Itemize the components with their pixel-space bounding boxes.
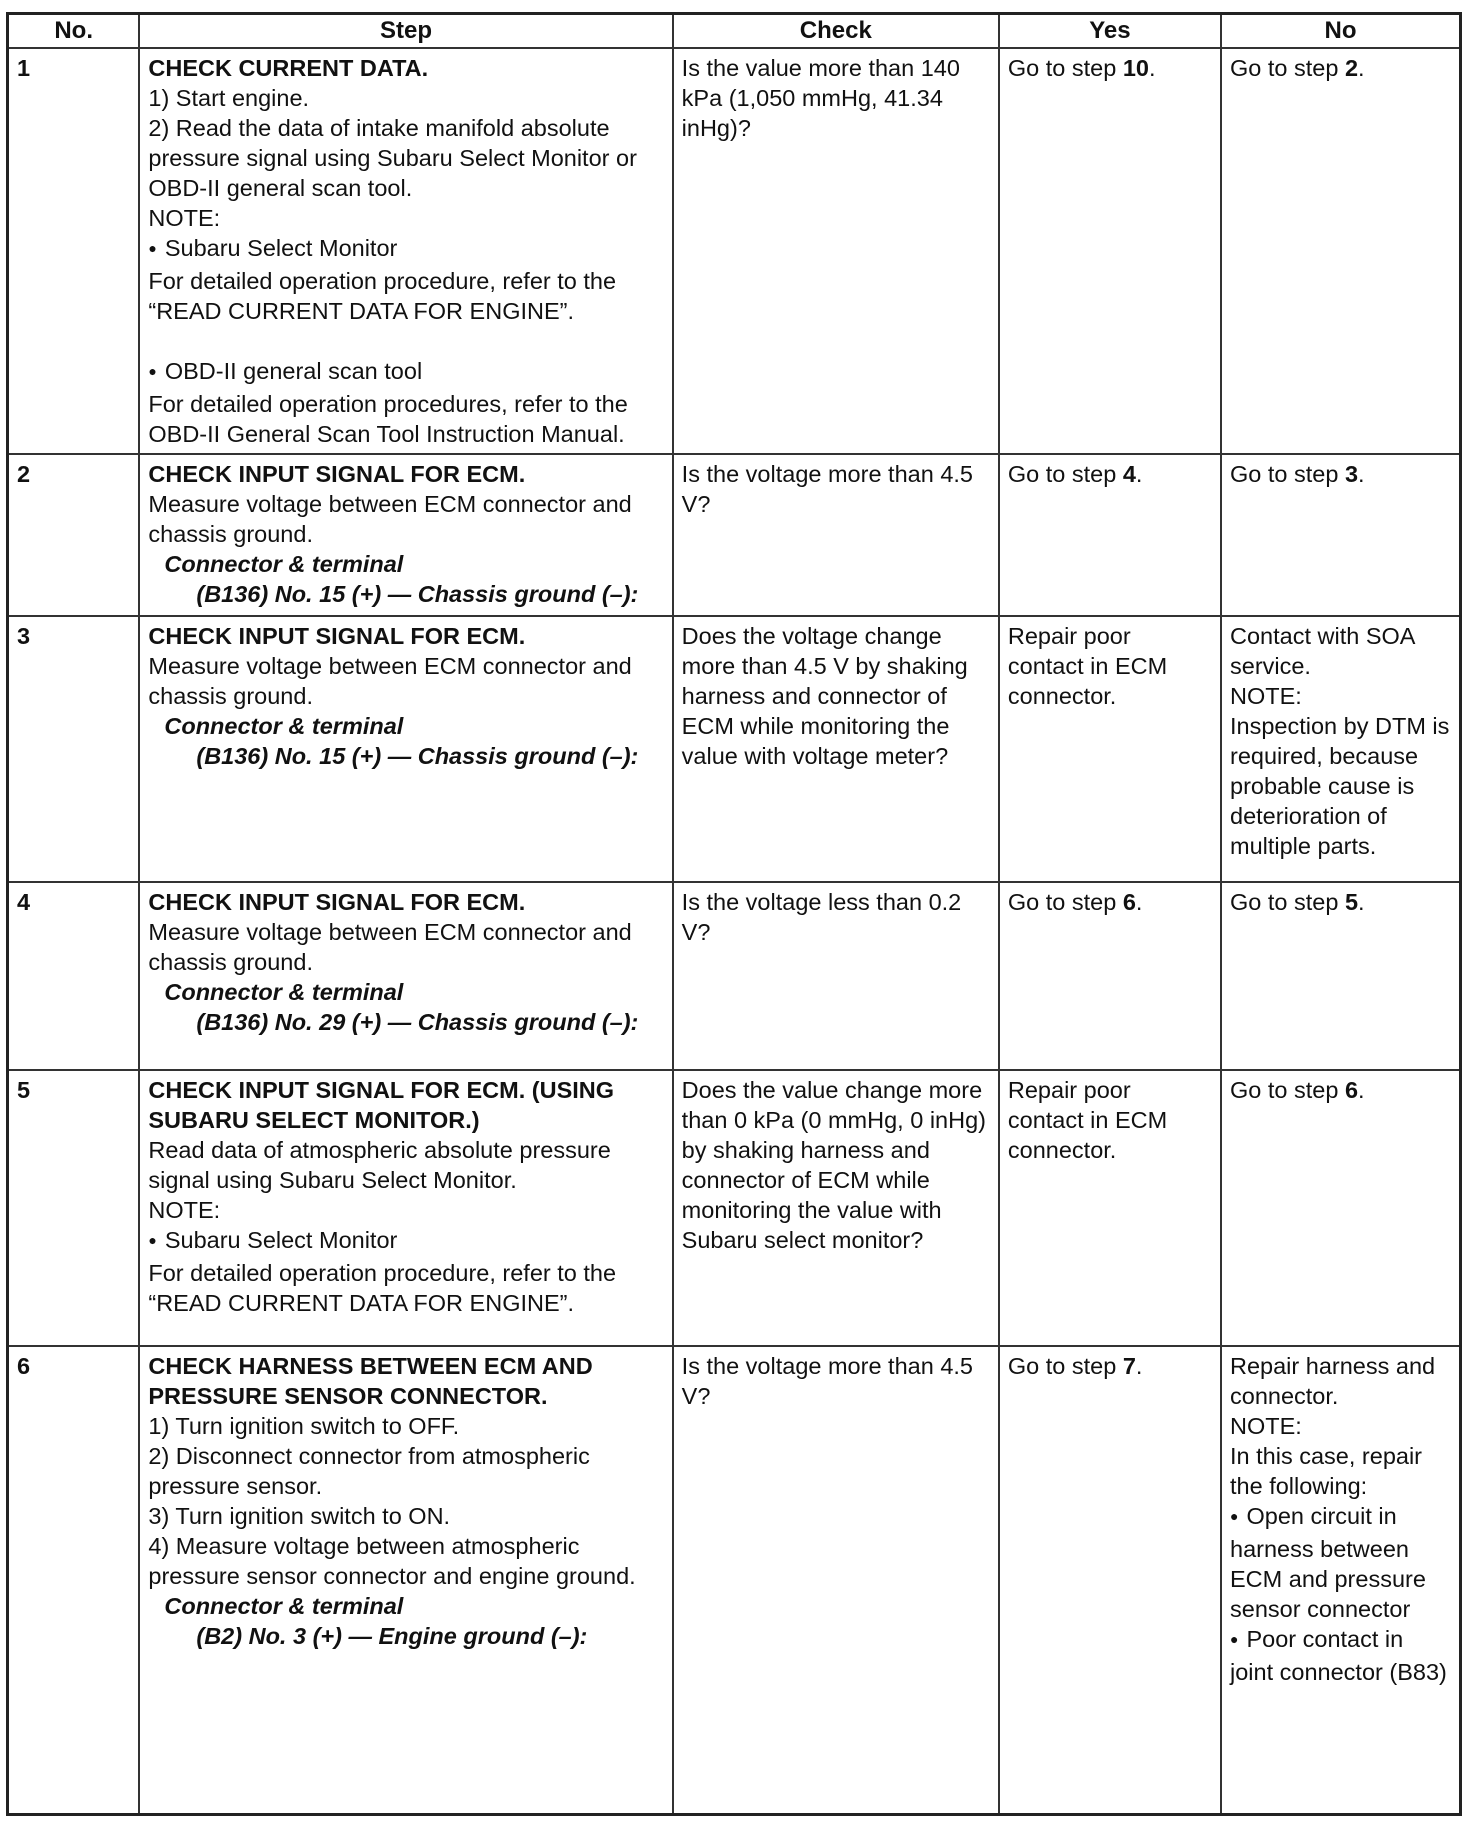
check-cell: Is the voltage less than 0.2 V? (673, 882, 999, 1070)
step-number: 6 (8, 1346, 140, 1815)
step-line: Measure voltage between ECM connector and chassis ground. (148, 653, 632, 709)
no-cell: Go to step 2. (1221, 48, 1461, 454)
step-number: 3 (8, 616, 140, 882)
step-number: 4 (8, 882, 140, 1070)
header-row (8, 14, 1461, 49)
no-cell: Go to step 3. (1221, 454, 1461, 616)
step-line: 1) Start engine. (148, 85, 310, 111)
yes-step-ref: 7 (1122, 1353, 1136, 1379)
step-title: CHECK CURRENT DATA. (148, 55, 429, 81)
no-step-ref: 3 (1344, 461, 1359, 487)
step-line: 4) Measure voltage between atmospheric pressure sensor connector and engine ground. (148, 1533, 636, 1589)
yes-cell: Repair poor contact in ECM connector. (999, 616, 1221, 882)
step-line: 1) Turn ignition switch to OFF. (148, 1413, 460, 1439)
step-title: CHECK HARNESS BETWEEN ECM AND PRESSURE SENSOR CONNECTOR. (148, 1353, 593, 1409)
yes-cell: Repair poor contact in ECM connector. (999, 1070, 1221, 1346)
no-text: Go to step (1230, 461, 1345, 487)
terminal-spec: (B136) No. 15 (+) — Chassis ground (–): (196, 743, 639, 769)
header-step: Step (139, 14, 672, 49)
no-line: Contact with SOA service. (1230, 623, 1415, 679)
step-number: 5 (8, 1070, 140, 1346)
no-cell (1221, 616, 1461, 882)
yes-step-ref: 4 (1122, 461, 1136, 487)
yes-step-ref: 10 (1122, 55, 1149, 81)
step-number: 2 (8, 454, 140, 616)
yes-cell: Go to step 10. (999, 48, 1221, 454)
no-text: Go to step (1230, 55, 1345, 81)
step-cell (139, 882, 672, 1070)
step-number: 1 (8, 48, 140, 454)
step-cell (139, 48, 672, 454)
header-yes: Yes (999, 14, 1221, 49)
step-cell (139, 616, 672, 882)
step-line: 3) Turn ignition switch to ON. (148, 1503, 451, 1529)
connector-label: Connector & terminal (164, 979, 404, 1005)
step-line: Read data of atmospheric absolute pressure signal using Subaru Select Monitor. (148, 1137, 611, 1193)
no-step-ref: 2 (1344, 55, 1359, 81)
terminal-spec: (B2) No. 3 (+) — Engine ground (–): (196, 1623, 588, 1649)
no-text: Go to step (1230, 1077, 1345, 1103)
yes-step-ref: 6 (1122, 889, 1136, 915)
bullet-item: ● Open circuit in harness between ECM and pressure sensor connector (1230, 1501, 1451, 1624)
diagnostic-table (6, 12, 1462, 1816)
no-cell (1221, 1346, 1461, 1815)
bullet-item: ● OBD-II general scan tool (148, 356, 663, 389)
step-line: 2) Read the data of intake manifold absolute pressure signal using Subaru Select Monitor or OBD-II general scan tool. (148, 115, 637, 201)
step-line: NOTE: (148, 205, 221, 231)
step-line: 2) Disconnect connector from atmospheric pressure sensor. (148, 1443, 590, 1499)
check-cell: Is the value more than 140 kPa (1,050 mmHg, 41.34 inHg)? (673, 48, 999, 454)
yes-text: Go to step (1007, 55, 1123, 81)
no-cell: Go to step 6. (1221, 1070, 1461, 1346)
no-cell: Go to step 5. (1221, 882, 1461, 1070)
step-line: Measure voltage between ECM connector and chassis ground. (148, 919, 632, 975)
check-cell: Does the voltage change more than 4.5 V by shaking harness and connector of ECM while monitoring the value with voltage meter? (673, 616, 999, 882)
header-no: No. (8, 14, 140, 49)
yes-text: Go to step (1007, 461, 1123, 487)
table-row (8, 454, 1461, 616)
table-row (8, 1346, 1461, 1815)
no-line: NOTE: (1230, 1413, 1302, 1439)
check-cell: Does the value change more than 0 kPa (0 mmHg, 0 inHg) by shaking harness and connector of ECM while monitoring the value with Subaru select monitor? (673, 1070, 999, 1346)
step-cell (139, 454, 672, 616)
header-no-answer: No (1221, 14, 1461, 49)
no-line: Repair harness and connector. (1230, 1353, 1436, 1409)
step-title: CHECK INPUT SIGNAL FOR ECM. (USING SUBARU SELECT MONITOR.) (148, 1077, 615, 1133)
yes-cell: Go to step 4. (999, 454, 1221, 616)
yes-cell: Go to step 7. (999, 1346, 1221, 1815)
step-cell (139, 1070, 672, 1346)
terminal-spec: (B136) No. 15 (+) — Chassis ground (–): (196, 581, 639, 607)
connector-label: Connector & terminal (164, 551, 404, 577)
table-row (8, 616, 1461, 882)
bullet-item: ● Subaru Select Monitor (148, 233, 663, 266)
check-cell: Is the voltage more than 4.5 V? (673, 1346, 999, 1815)
yes-cell: Go to step 6. (999, 882, 1221, 1070)
no-text: Go to step (1230, 889, 1345, 915)
table-row (8, 48, 1461, 454)
no-line: Inspection by DTM is required, because probable cause is deterioration of multiple parts. (1230, 713, 1450, 859)
no-step-ref: 5 (1344, 889, 1359, 915)
step-line: For detailed operation procedure, refer to the “READ CURRENT DATA FOR ENGINE”. (148, 1260, 617, 1316)
step-line: For detailed operation procedure, refer to the “READ CURRENT DATA FOR ENGINE”. (148, 268, 617, 324)
header-check: Check (673, 14, 999, 49)
yes-text: Go to step (1007, 1353, 1123, 1379)
connector-label: Connector & terminal (164, 1593, 404, 1619)
step-cell (139, 1346, 672, 1815)
no-line: NOTE: (1230, 683, 1302, 709)
step-title: CHECK INPUT SIGNAL FOR ECM. (148, 889, 526, 915)
bullet-item: ● Poor contact in joint connector (B83) (1230, 1624, 1451, 1687)
step-line: NOTE: (148, 1197, 221, 1223)
yes-text: Go to step (1007, 889, 1123, 915)
bullet-item: ● Subaru Select Monitor (148, 1225, 663, 1258)
step-title: CHECK INPUT SIGNAL FOR ECM. (148, 461, 526, 487)
connector-label: Connector & terminal (164, 713, 404, 739)
no-step-ref: 6 (1344, 1077, 1359, 1103)
no-line: In this case, repair the following: (1230, 1443, 1423, 1499)
step-title: CHECK INPUT SIGNAL FOR ECM. (148, 623, 526, 649)
table-row (8, 882, 1461, 1070)
check-cell: Is the voltage more than 4.5 V? (673, 454, 999, 616)
table-row (8, 1070, 1461, 1346)
step-line: For detailed operation procedures, refer to the OBD-II General Scan Tool Instruction Manual. (148, 391, 628, 447)
terminal-spec: (B136) No. 29 (+) — Chassis ground (–): (196, 1009, 639, 1035)
step-line: Measure voltage between ECM connector and chassis ground. (148, 491, 632, 547)
